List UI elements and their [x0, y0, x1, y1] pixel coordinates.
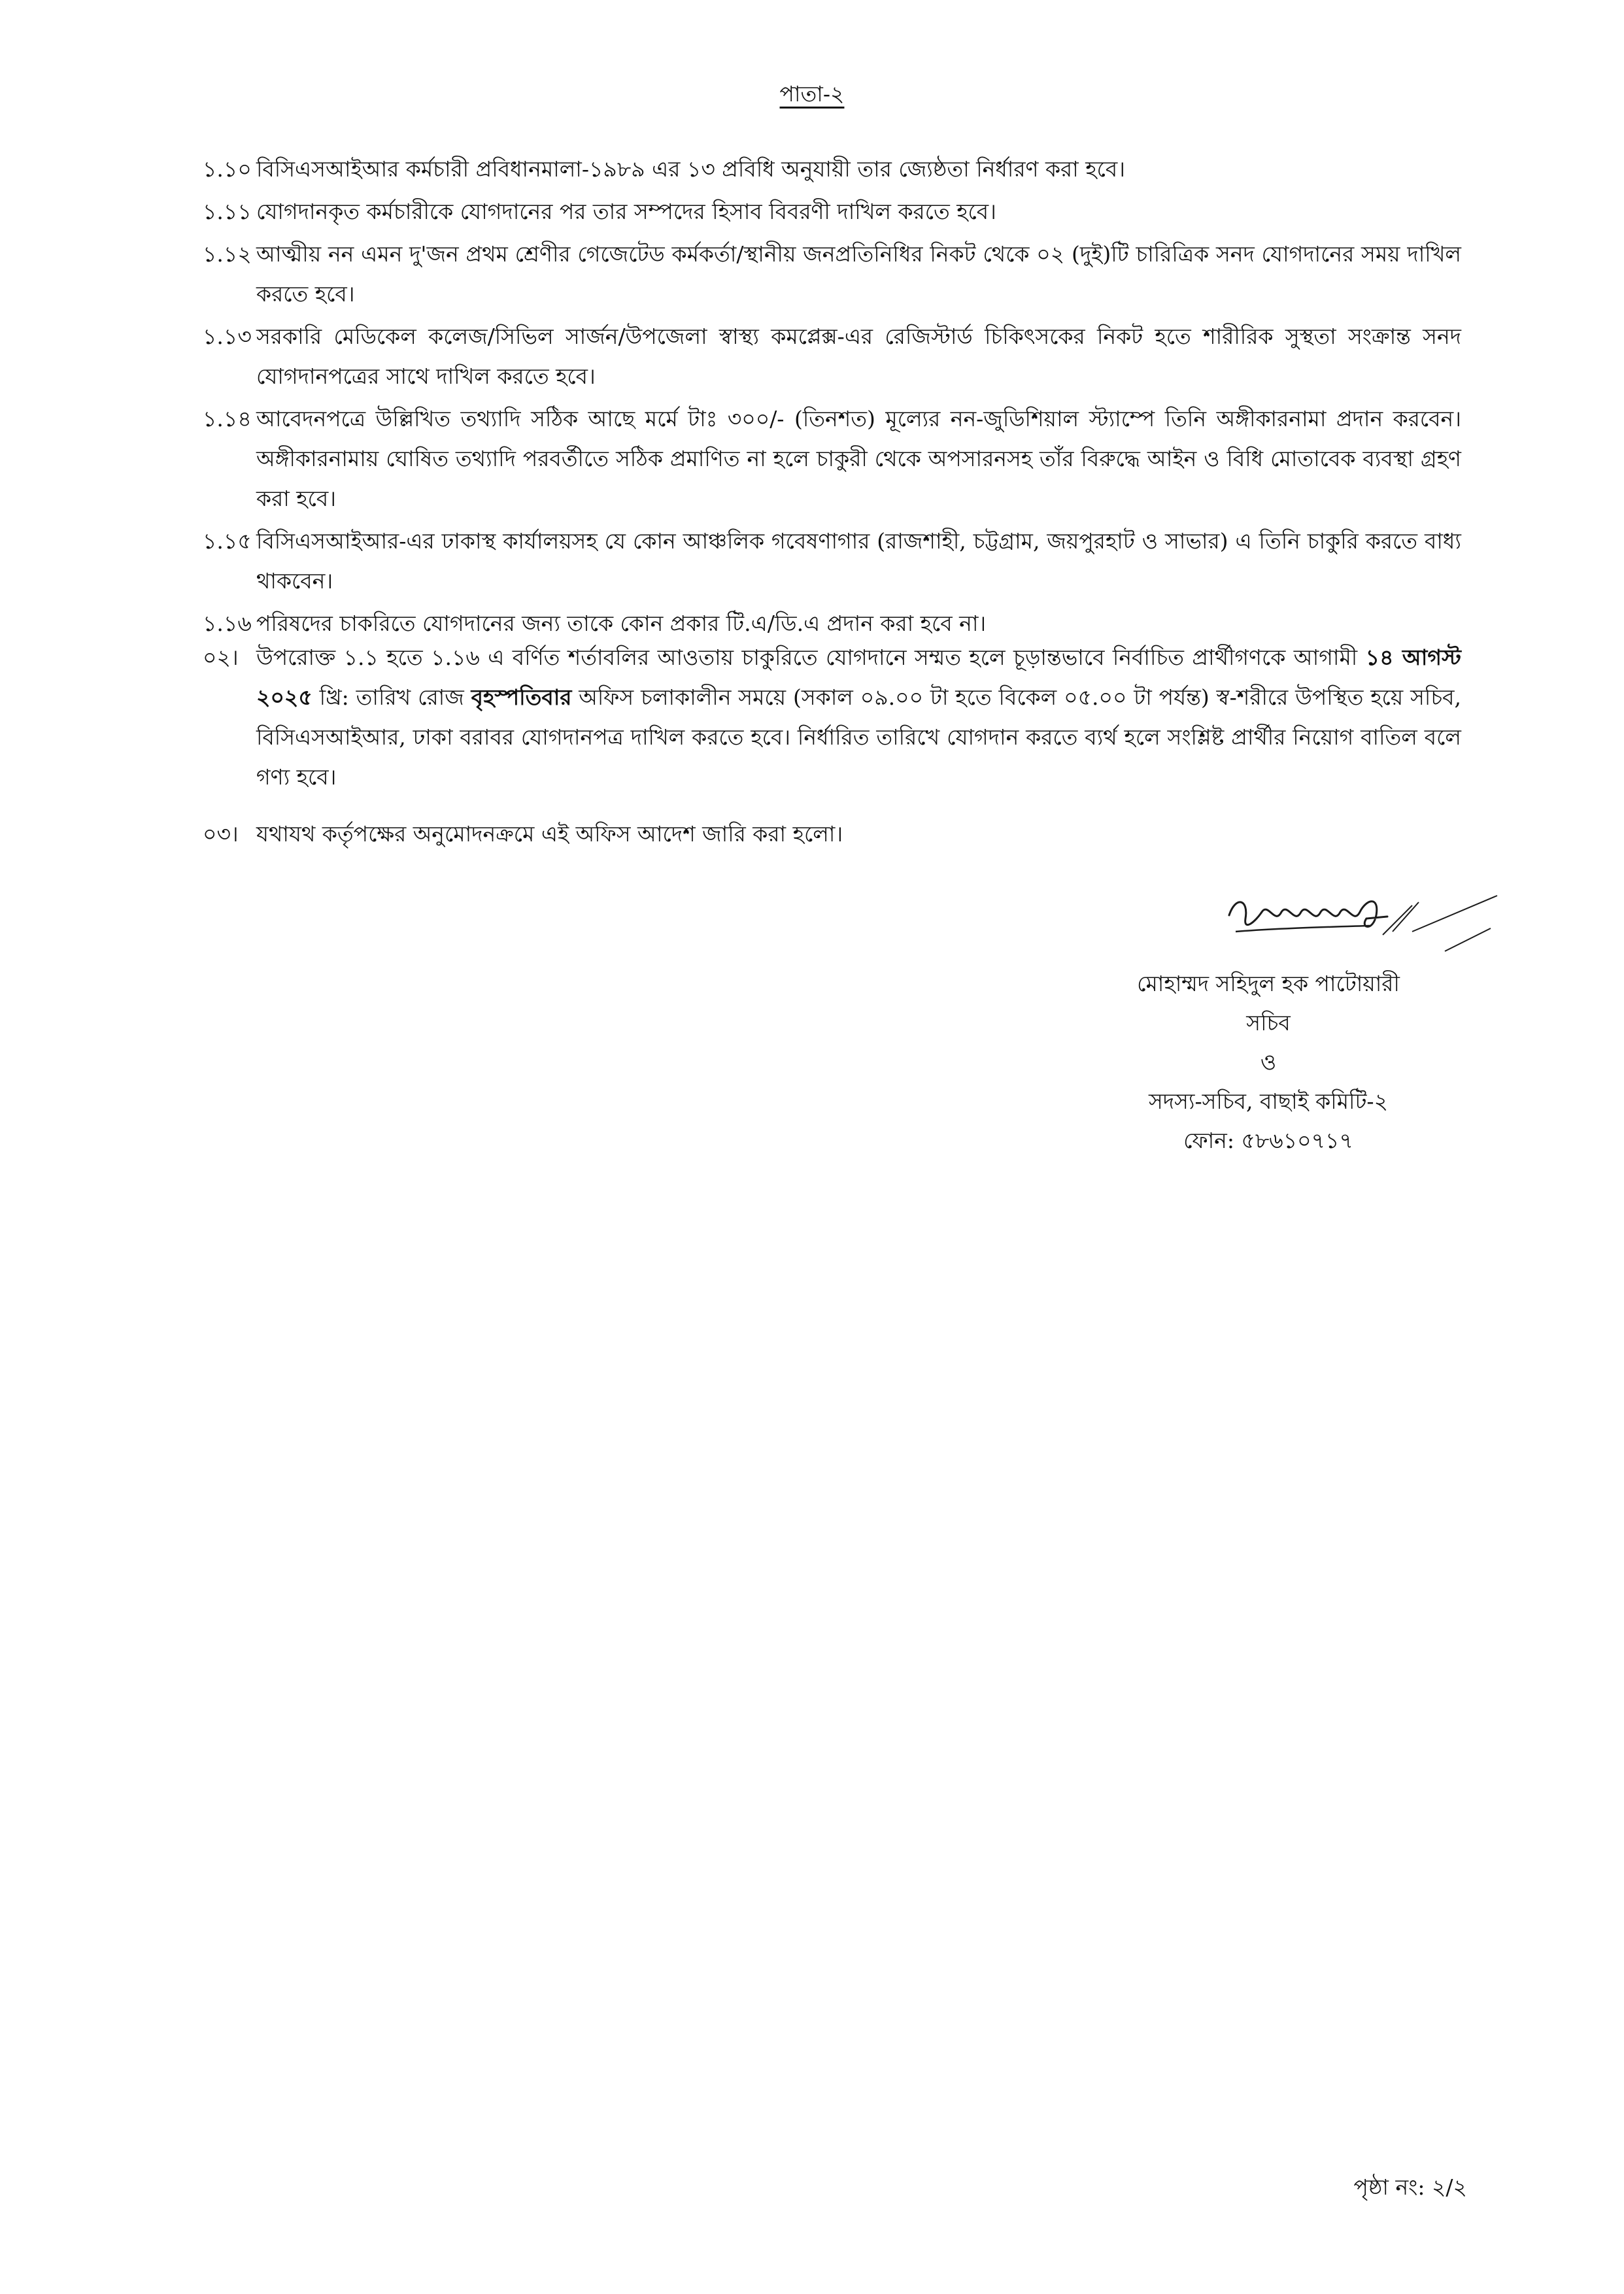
handwritten-signature [1216, 869, 1504, 968]
signatory-title: সচিব [1246, 1010, 1291, 1036]
clause-item [203, 399, 1461, 518]
paragraph-text-part: অফিস চলাকালীন সময়ে (সকাল ০৯.০০ টা হতে বিকেল ০৫.০০ টা পর্যন্ত) স্ব-শরীরে উপস্থিত হয়ে সচিব, বিসিএসআইআর, ঢাকা বরাবর যোগদানপত্র দাখিল করতে হবে। নির্ধারিত তারিখে যোগদান করতে ব্যর্থ হলে সংশ্লিষ্ট প্রার্থীর নিয়োগ বাতিল বলে গণ্য হবে। [256, 684, 1461, 790]
clause-text: পরিষদের চাকরিতে যোগদানের জন্য তাকে কোন প্রকার টি.এ/ডি.এ প্রদান করা হবে না। [256, 611, 987, 636]
clause-item [203, 192, 1461, 231]
paragraph-text [256, 637, 1461, 797]
clause-number: ১.১৩ [203, 324, 252, 349]
paragraph-03 [203, 814, 1461, 854]
paragraph-number: ০২। [203, 645, 239, 670]
clause-item [203, 521, 1461, 601]
clause-text: সরকারি মেডিকেল কলেজ/সিভিল সার্জন/উপজেলা স্বাস্থ্য কমপ্লেক্স-এর রেজিস্টার্ড চিকিৎসকের নিকট হতে শারীরিক সুস্থতা সংক্রান্ত সনদ যোগদানপত্রের সাথে দাখিল করতে হবে। [256, 324, 1461, 389]
signatory-phone: ফোন: ৫৮৬১০৭১৭ [1183, 1128, 1353, 1153]
clause-number: ১.১৬ [203, 611, 252, 636]
paragraph-text-part: উপরোক্ত ১.১ হতে ১.১৬ এ বর্ণিত শর্তাবলির আওতায় চাকুরিতে যোগদানে সম্মত হলে চূড়ান্তভাবে নির্বাচিত প্রার্থীগণকে আগামী [256, 645, 1366, 670]
paragraph-number: ০৩। [203, 821, 239, 847]
page-number: পৃষ্ঠা নং: ২/২ [1353, 2174, 1467, 2200]
clause-text: যোগদানকৃত কর্মচারীকে যোগদানের পর তার সম্পদের হিসাব বিবরণী দাখিল করতে হবে। [256, 199, 996, 224]
joining-date: ১৪ আগস্ট ২০২৫ [256, 645, 1461, 710]
clause-number: ১.১৫ [203, 528, 252, 554]
clause-text: আত্মীয় নন এমন দু'জন প্রথম শ্রেণীর গেজেটেড কর্মকর্তা/স্থানীয় জনপ্রতিনিধির নিকট থেকে ০২ (দুই)টি চারিত্রিক সনদ যোগদানের সময় দাখিল করতে হবে। [256, 241, 1461, 307]
signatory-role: সদস্য-সচিব, বাছাই কমিটি-২ [1148, 1088, 1389, 1114]
clause-list [203, 149, 1461, 646]
clause-item [203, 234, 1461, 314]
clause-text: বিসিএসআইআর-এর ঢাকাস্থ কার্যালয়সহ যে কোন আঞ্চলিক গবেষণাগার (রাজশাহী, চট্টগ্রাম, জয়পুরহাট ও সাভার) এ তিনি চাকুরি করতে বাধ্য থাকবেন। [256, 528, 1461, 594]
page-label [0, 77, 1624, 114]
page-label-text: পাতা-২ [779, 81, 845, 107]
clause-number: ১.১২ [203, 241, 252, 267]
clause-number: ১.১৪ [203, 406, 252, 431]
paragraph-text: যথাযথ কর্তৃপক্ষের অনুমোদনক্রমে এই অফিস আদেশ জারি করা হলো। [256, 821, 843, 847]
joining-day: বৃহস্পতিবার [471, 684, 572, 710]
paragraph-text-part: খ্রি: তারিখ রোজ [312, 684, 471, 710]
clause-number: ১.১১ [203, 199, 252, 224]
clause-item [203, 316, 1461, 396]
signatory-name: মোহাম্মদ সহিদুল হক পাটোয়ারী [1137, 971, 1400, 996]
clause-text: বিসিএসআইআর কর্মচারী প্রবিধানমালা-১৯৮৯ এর ১৩ প্রবিধি অনুযায়ী তার জ্যেষ্ঠতা নির্ধারণ করা হবে। [256, 156, 1126, 182]
clause-item [203, 149, 1461, 189]
signatory-conjunction: ও [1260, 1049, 1277, 1075]
paragraph-02 [203, 637, 1461, 797]
clause-number: ১.১০ [203, 156, 252, 182]
clause-text: আবেদনপত্রে উল্লিখিত তথ্যাদি সঠিক আছে মর্মে টাঃ ৩০০/- (তিনশত) মূল্যের নন-জুডিশিয়াল স্ট্যাম্পে তিনি অঙ্গীকারনামা প্রদান করবেন। অঙ্গীকারনামায় ঘোষিত তথ্যাদি পরবর্তীতে সঠিক প্রমাণিত না হলে চাকুরী থেকে অপসারনসহ তাঁর বিরুদ্ধে আইন ও বিধি মোতাবেক ব্যবস্থা গ্রহণ করা হবে। [256, 406, 1461, 511]
signature-block [1033, 964, 1504, 1160]
